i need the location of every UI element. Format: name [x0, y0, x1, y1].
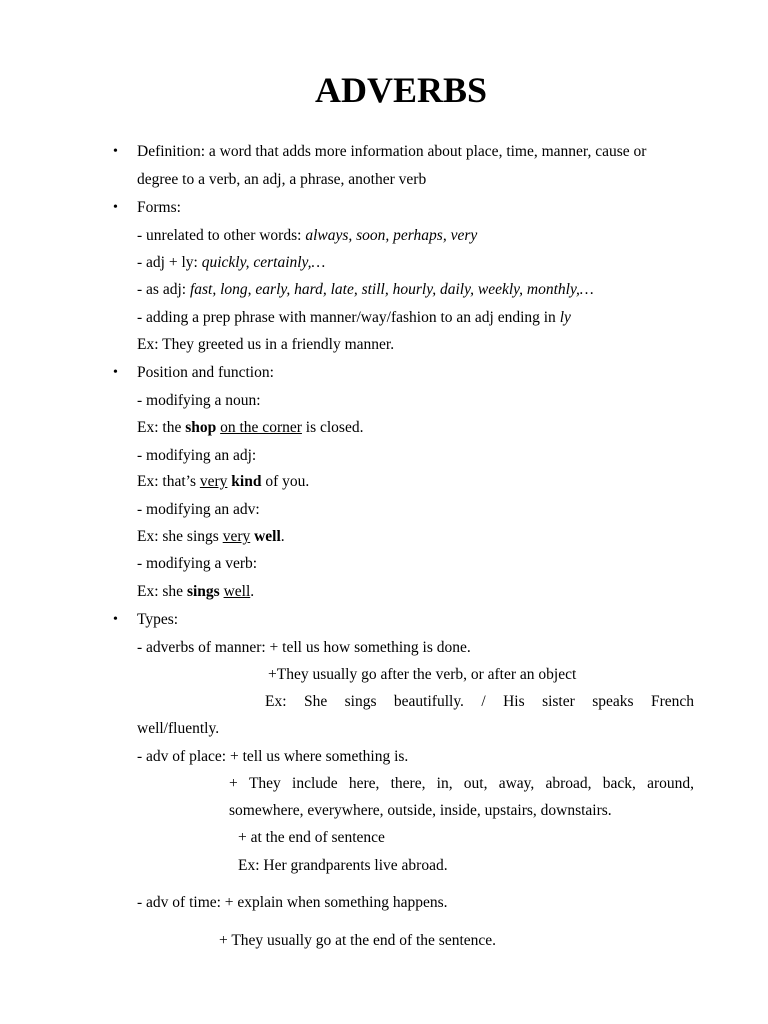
word: + — [229, 775, 238, 792]
word: around, — [647, 775, 694, 792]
bullet-marker: • — [113, 365, 118, 380]
word: speaks — [592, 693, 634, 710]
types-manner-example-cont: well/fluently. — [137, 720, 220, 737]
types-heading: Types: — [137, 611, 179, 628]
forms-adj-ly: - adj + ly: quickly, certainly,… — [137, 254, 326, 271]
word: French — [650, 693, 694, 710]
word: Ex: — [265, 693, 287, 710]
word: here, — [348, 775, 380, 792]
forms-heading: Forms: — [137, 199, 181, 216]
bullet-marker: • — [113, 144, 118, 159]
types-manner-note: +They usually go after the verb, or after an object — [268, 666, 577, 683]
word: They — [248, 775, 281, 792]
italic-examples: quickly, certainly,… — [201, 254, 326, 271]
italic-suffix: ly — [559, 309, 571, 326]
position-adj-example: Ex: that’s very kind of you. — [137, 473, 310, 490]
position-noun-label: - modifying a noun: — [137, 392, 261, 409]
types-place-includes-cont: somewhere, everywhere, outside, inside, upstairs, downstairs. — [229, 802, 612, 819]
position-adv-example: Ex: she sings very well. — [137, 528, 285, 545]
types-manner-example — [265, 692, 694, 712]
types-place-includes — [229, 774, 694, 794]
definition-line-2: degree to a verb, an adj, a phrase, another verb — [137, 171, 427, 188]
page-title: ADVERBS — [314, 70, 488, 110]
word: in, — [436, 775, 453, 792]
bullet-marker: • — [113, 612, 118, 627]
word: beautifully. — [393, 693, 464, 710]
word: / — [481, 693, 486, 710]
word: include — [292, 775, 338, 792]
position-noun-example: Ex: the shop on the corner is closed. — [137, 419, 364, 436]
types-place-label: - adv of place: + tell us where something is. — [137, 748, 409, 765]
word: His — [503, 693, 525, 710]
types-time-note: + They usually go at the end of the sentence. — [219, 932, 497, 949]
word: away, — [498, 775, 535, 792]
position-verb-label: - modifying a verb: — [137, 555, 258, 572]
italic-examples: fast, long, early, hard, late, still, hourly, daily, weekly, monthly,… — [189, 281, 594, 298]
forms-as-adj: - as adj: fast, long, early, hard, late, still, hourly, daily, weekly, monthly,… — [137, 281, 594, 298]
word: out, — [463, 775, 488, 792]
word: She — [303, 693, 328, 710]
forms-example: Ex: They greeted us in a friendly manner. — [137, 336, 395, 353]
types-place-example: Ex: Her grandparents live abroad. — [238, 857, 448, 874]
types-time-label: - adv of time: + explain when something happens. — [137, 894, 448, 911]
italic-examples: always, soon, perhaps, very — [305, 227, 478, 244]
bullet-marker: • — [113, 200, 118, 215]
position-verb-example: Ex: she sings well. — [137, 583, 255, 600]
word: there, — [390, 775, 426, 792]
forms-prep-phrase: - adding a prep phrase with manner/way/fashion to an adj ending in ly — [137, 309, 571, 326]
definition-line-1: Definition: a word that adds more information about place, time, manner, cause or — [137, 143, 647, 160]
types-place-position-note: + at the end of sentence — [238, 829, 385, 846]
word: abroad, — [545, 775, 592, 792]
position-heading: Position and function: — [137, 364, 274, 381]
position-adj-label: - modifying an adj: — [137, 447, 257, 464]
word: sings — [344, 693, 377, 710]
types-manner-label: - adverbs of manner: + tell us how something is done. — [137, 639, 471, 656]
forms-unrelated: - unrelated to other words: always, soon, perhaps, very — [137, 227, 478, 244]
word: back, — [602, 775, 636, 792]
word: sister — [542, 693, 575, 710]
position-adv-label: - modifying an adv: — [137, 501, 260, 518]
